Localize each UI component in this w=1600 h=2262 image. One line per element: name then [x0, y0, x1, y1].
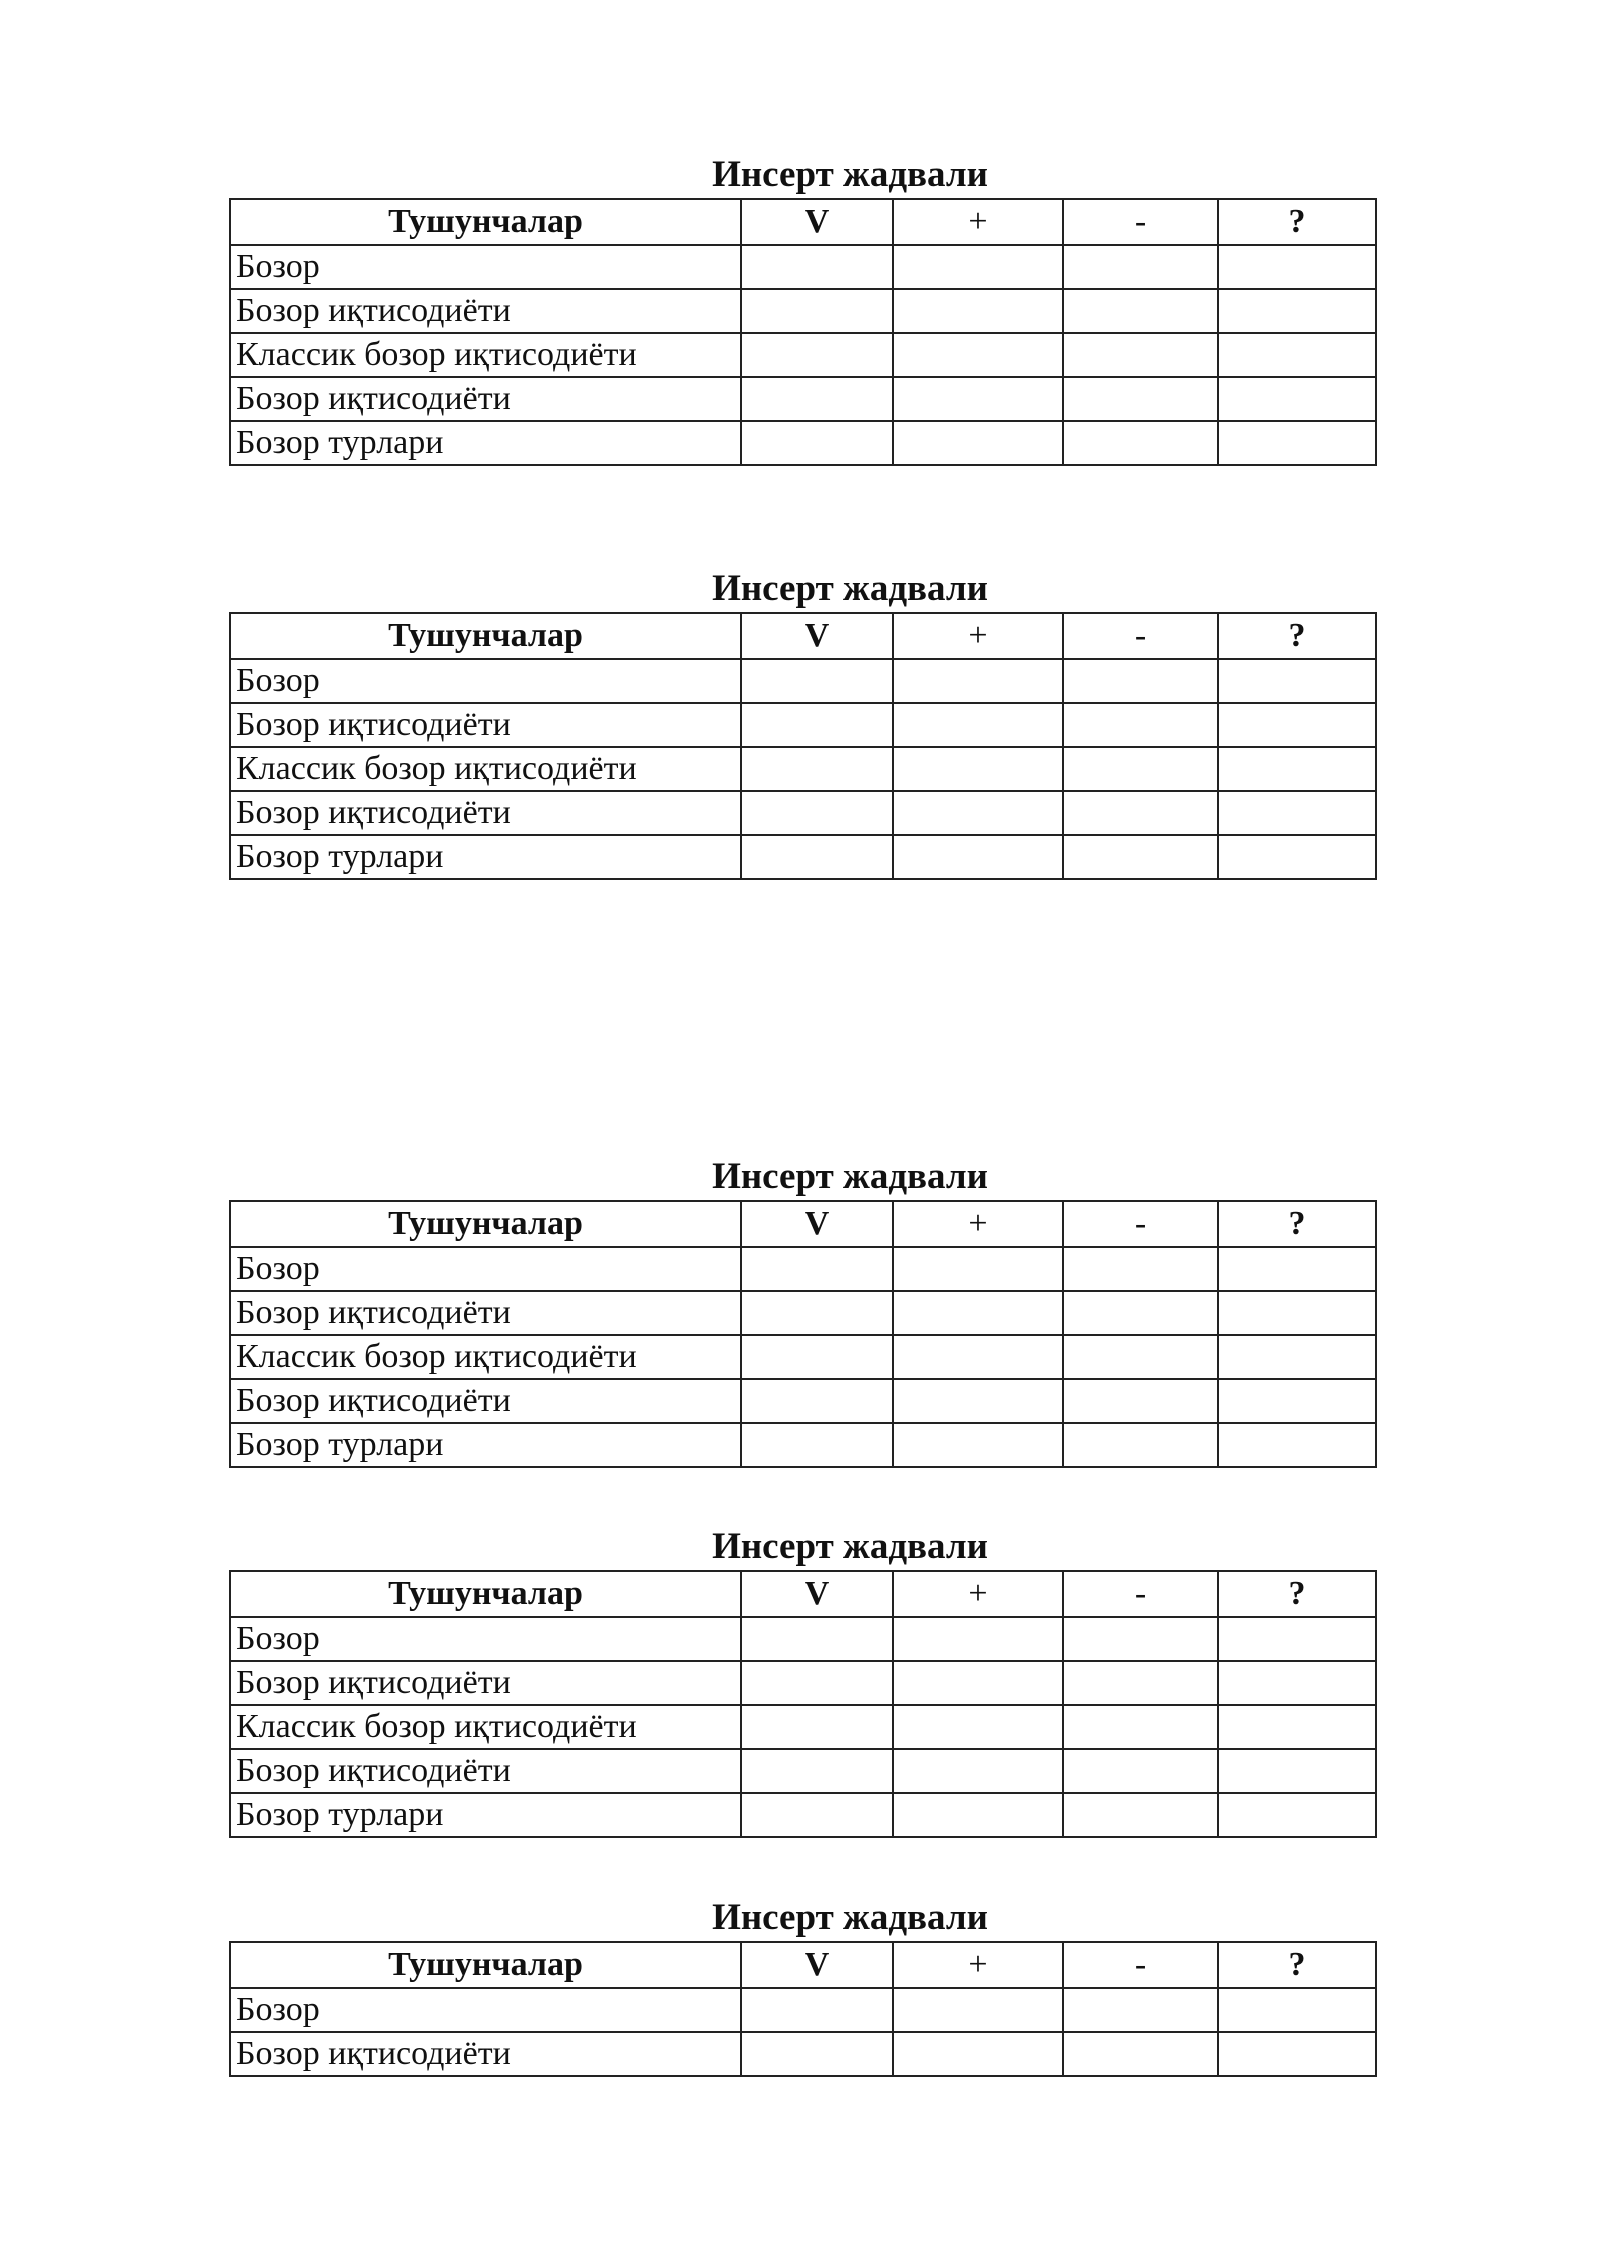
- concept-cell: Бозор иқтисодиёти: [230, 791, 741, 835]
- minus-cell[interactable]: [1063, 747, 1218, 791]
- table-header-row: [230, 613, 1376, 659]
- question-cell[interactable]: [1218, 659, 1376, 703]
- concept-cell: Бозор иқтисодиёти: [230, 1379, 741, 1423]
- header-concepts: Тушунчалар: [230, 1571, 741, 1617]
- table-row: [230, 421, 1376, 465]
- concept-cell: Бозор: [230, 245, 741, 289]
- minus-cell[interactable]: [1063, 1749, 1218, 1793]
- concept-cell: Бозор иқтисодиёти: [230, 1749, 741, 1793]
- check-cell[interactable]: [741, 245, 893, 289]
- insert-table: [229, 198, 1377, 466]
- minus-cell[interactable]: [1063, 1661, 1218, 1705]
- concept-cell: Бозор турлари: [230, 1793, 741, 1837]
- table-row: [230, 1661, 1376, 1705]
- minus-cell[interactable]: [1063, 791, 1218, 835]
- check-cell[interactable]: [741, 1379, 893, 1423]
- concept-cell: Бозор турлари: [230, 421, 741, 465]
- table-row: [230, 1749, 1376, 1793]
- table-title: Инсерт жадвали: [712, 1897, 988, 1938]
- question-cell[interactable]: [1218, 377, 1376, 421]
- minus-cell[interactable]: [1063, 1247, 1218, 1291]
- minus-cell[interactable]: [1063, 1379, 1218, 1423]
- check-cell[interactable]: [741, 1705, 893, 1749]
- header-minus: -: [1063, 199, 1218, 245]
- plus-cell[interactable]: [893, 1379, 1063, 1423]
- plus-cell[interactable]: [893, 1661, 1063, 1705]
- question-cell[interactable]: [1218, 245, 1376, 289]
- table-row: [230, 1705, 1376, 1749]
- concept-cell: Бозор: [230, 1988, 741, 2032]
- minus-cell[interactable]: [1063, 1617, 1218, 1661]
- insert-table: [229, 1941, 1377, 2077]
- question-cell[interactable]: [1218, 1423, 1376, 1467]
- header-check: V: [741, 199, 893, 245]
- header-check: V: [741, 1571, 893, 1617]
- question-cell[interactable]: [1218, 333, 1376, 377]
- concept-cell: Классик бозор иқтисодиёти: [230, 1705, 741, 1749]
- concept-cell: Бозор иқтисодиёти: [230, 289, 741, 333]
- header-question: ?: [1218, 613, 1376, 659]
- table-header-row: [230, 1942, 1376, 1988]
- table-header-row: [230, 199, 1376, 245]
- check-cell[interactable]: [741, 1617, 893, 1661]
- concept-cell: Бозор иқтисодиёти: [230, 377, 741, 421]
- question-cell[interactable]: [1218, 835, 1376, 879]
- question-cell[interactable]: [1218, 289, 1376, 333]
- plus-cell[interactable]: [893, 1617, 1063, 1661]
- table-row: [230, 1988, 1376, 2032]
- table-header-row: [230, 1571, 1376, 1617]
- table-row: [230, 659, 1376, 703]
- question-cell[interactable]: [1218, 2032, 1376, 2076]
- minus-cell[interactable]: [1063, 1291, 1218, 1335]
- question-cell[interactable]: [1218, 421, 1376, 465]
- header-plus: +: [893, 199, 1063, 245]
- question-cell[interactable]: [1218, 1291, 1376, 1335]
- table-row: [230, 1423, 1376, 1467]
- table-row: [230, 747, 1376, 791]
- minus-cell[interactable]: [1063, 1705, 1218, 1749]
- plus-cell[interactable]: [893, 1705, 1063, 1749]
- question-cell[interactable]: [1218, 791, 1376, 835]
- plus-cell[interactable]: [893, 703, 1063, 747]
- plus-cell[interactable]: [893, 659, 1063, 703]
- header-minus: -: [1063, 1571, 1218, 1617]
- concept-cell: Бозор иқтисодиёти: [230, 1291, 741, 1335]
- header-concepts: Тушунчалар: [230, 1942, 741, 1988]
- table-row: [230, 835, 1376, 879]
- question-cell[interactable]: [1218, 1617, 1376, 1661]
- header-check: V: [741, 1942, 893, 1988]
- minus-cell[interactable]: [1063, 1793, 1218, 1837]
- header-concepts: Тушунчалар: [230, 199, 741, 245]
- header-question: ?: [1218, 1201, 1376, 1247]
- header-minus: -: [1063, 613, 1218, 659]
- concept-cell: Классик бозор иқтисодиёти: [230, 333, 741, 377]
- check-cell[interactable]: [741, 703, 893, 747]
- minus-cell[interactable]: [1063, 1335, 1218, 1379]
- minus-cell[interactable]: [1063, 289, 1218, 333]
- concept-cell: Бозор: [230, 1247, 741, 1291]
- table-row: [230, 1617, 1376, 1661]
- table-row: [230, 791, 1376, 835]
- plus-cell[interactable]: [893, 377, 1063, 421]
- table-row: [230, 2032, 1376, 2076]
- minus-cell[interactable]: [1063, 245, 1218, 289]
- check-cell[interactable]: [741, 377, 893, 421]
- table-header-row: [230, 1201, 1376, 1247]
- plus-cell[interactable]: [893, 421, 1063, 465]
- plus-cell[interactable]: [893, 835, 1063, 879]
- table-title: Инсерт жадвали: [712, 154, 988, 195]
- minus-cell[interactable]: [1063, 1423, 1218, 1467]
- header-check: V: [741, 613, 893, 659]
- check-cell[interactable]: [741, 791, 893, 835]
- header-check: V: [741, 1201, 893, 1247]
- table-title: Инсерт жадвали: [712, 568, 988, 609]
- plus-cell[interactable]: [893, 1291, 1063, 1335]
- check-cell[interactable]: [741, 1247, 893, 1291]
- question-cell[interactable]: [1218, 1379, 1376, 1423]
- check-cell[interactable]: [741, 835, 893, 879]
- insert-table: [229, 612, 1377, 880]
- concept-cell: Бозор: [230, 659, 741, 703]
- plus-cell[interactable]: [893, 2032, 1063, 2076]
- table-row: [230, 1793, 1376, 1837]
- question-cell[interactable]: [1218, 1335, 1376, 1379]
- header-concepts: Тушунчалар: [230, 613, 741, 659]
- question-cell[interactable]: [1218, 1247, 1376, 1291]
- question-cell[interactable]: [1218, 703, 1376, 747]
- table-row: [230, 377, 1376, 421]
- header-plus: +: [893, 1571, 1063, 1617]
- table-title: Инсерт жадвали: [712, 1156, 988, 1197]
- plus-cell[interactable]: [893, 289, 1063, 333]
- plus-cell[interactable]: [893, 791, 1063, 835]
- minus-cell[interactable]: [1063, 659, 1218, 703]
- table-row: [230, 1291, 1376, 1335]
- plus-cell[interactable]: [893, 245, 1063, 289]
- plus-cell[interactable]: [893, 1423, 1063, 1467]
- question-cell[interactable]: [1218, 1988, 1376, 2032]
- check-cell[interactable]: [741, 333, 893, 377]
- header-question: ?: [1218, 1571, 1376, 1617]
- insert-table: [229, 1200, 1377, 1468]
- question-cell[interactable]: [1218, 747, 1376, 791]
- check-cell[interactable]: [741, 659, 893, 703]
- header-plus: +: [893, 613, 1063, 659]
- table-row: [230, 245, 1376, 289]
- header-question: ?: [1218, 199, 1376, 245]
- minus-cell[interactable]: [1063, 377, 1218, 421]
- table-row: [230, 1379, 1376, 1423]
- header-plus: +: [893, 1201, 1063, 1247]
- concept-cell: Бозор иқтисодиёти: [230, 2032, 741, 2076]
- minus-cell[interactable]: [1063, 835, 1218, 879]
- concept-cell: Бозор иқтисодиёти: [230, 1661, 741, 1705]
- check-cell[interactable]: [741, 1988, 893, 2032]
- concept-cell: Классик бозор иқтисодиёти: [230, 747, 741, 791]
- header-minus: -: [1063, 1201, 1218, 1247]
- check-cell[interactable]: [741, 289, 893, 333]
- minus-cell[interactable]: [1063, 703, 1218, 747]
- check-cell[interactable]: [741, 1291, 893, 1335]
- concept-cell: Бозор турлари: [230, 835, 741, 879]
- plus-cell[interactable]: [893, 333, 1063, 377]
- plus-cell[interactable]: [893, 1335, 1063, 1379]
- question-cell[interactable]: [1218, 1749, 1376, 1793]
- table-title: Инсерт жадвали: [712, 1526, 988, 1567]
- minus-cell[interactable]: [1063, 1988, 1218, 2032]
- table-row: [230, 1247, 1376, 1291]
- plus-cell[interactable]: [893, 747, 1063, 791]
- plus-cell[interactable]: [893, 1247, 1063, 1291]
- table-row: [230, 333, 1376, 377]
- insert-table: [229, 1570, 1377, 1838]
- table-row: [230, 289, 1376, 333]
- plus-cell[interactable]: [893, 1793, 1063, 1837]
- check-cell[interactable]: [741, 1423, 893, 1467]
- check-cell[interactable]: [741, 1749, 893, 1793]
- concept-cell: Бозор иқтисодиёти: [230, 703, 741, 747]
- question-cell[interactable]: [1218, 1793, 1376, 1837]
- check-cell[interactable]: [741, 1793, 893, 1837]
- check-cell[interactable]: [741, 2032, 893, 2076]
- header-minus: -: [1063, 1942, 1218, 1988]
- minus-cell[interactable]: [1063, 421, 1218, 465]
- concept-cell: Классик бозор иқтисодиёти: [230, 1335, 741, 1379]
- concept-cell: Бозор: [230, 1617, 741, 1661]
- check-cell[interactable]: [741, 1335, 893, 1379]
- plus-cell[interactable]: [893, 1749, 1063, 1793]
- question-cell[interactable]: [1218, 1661, 1376, 1705]
- minus-cell[interactable]: [1063, 2032, 1218, 2076]
- header-concepts: Тушунчалар: [230, 1201, 741, 1247]
- minus-cell[interactable]: [1063, 333, 1218, 377]
- plus-cell[interactable]: [893, 1988, 1063, 2032]
- header-plus: +: [893, 1942, 1063, 1988]
- concept-cell: Бозор турлари: [230, 1423, 741, 1467]
- check-cell[interactable]: [741, 1661, 893, 1705]
- check-cell[interactable]: [741, 747, 893, 791]
- table-row: [230, 1335, 1376, 1379]
- header-question: ?: [1218, 1942, 1376, 1988]
- check-cell[interactable]: [741, 421, 893, 465]
- question-cell[interactable]: [1218, 1705, 1376, 1749]
- table-row: [230, 703, 1376, 747]
